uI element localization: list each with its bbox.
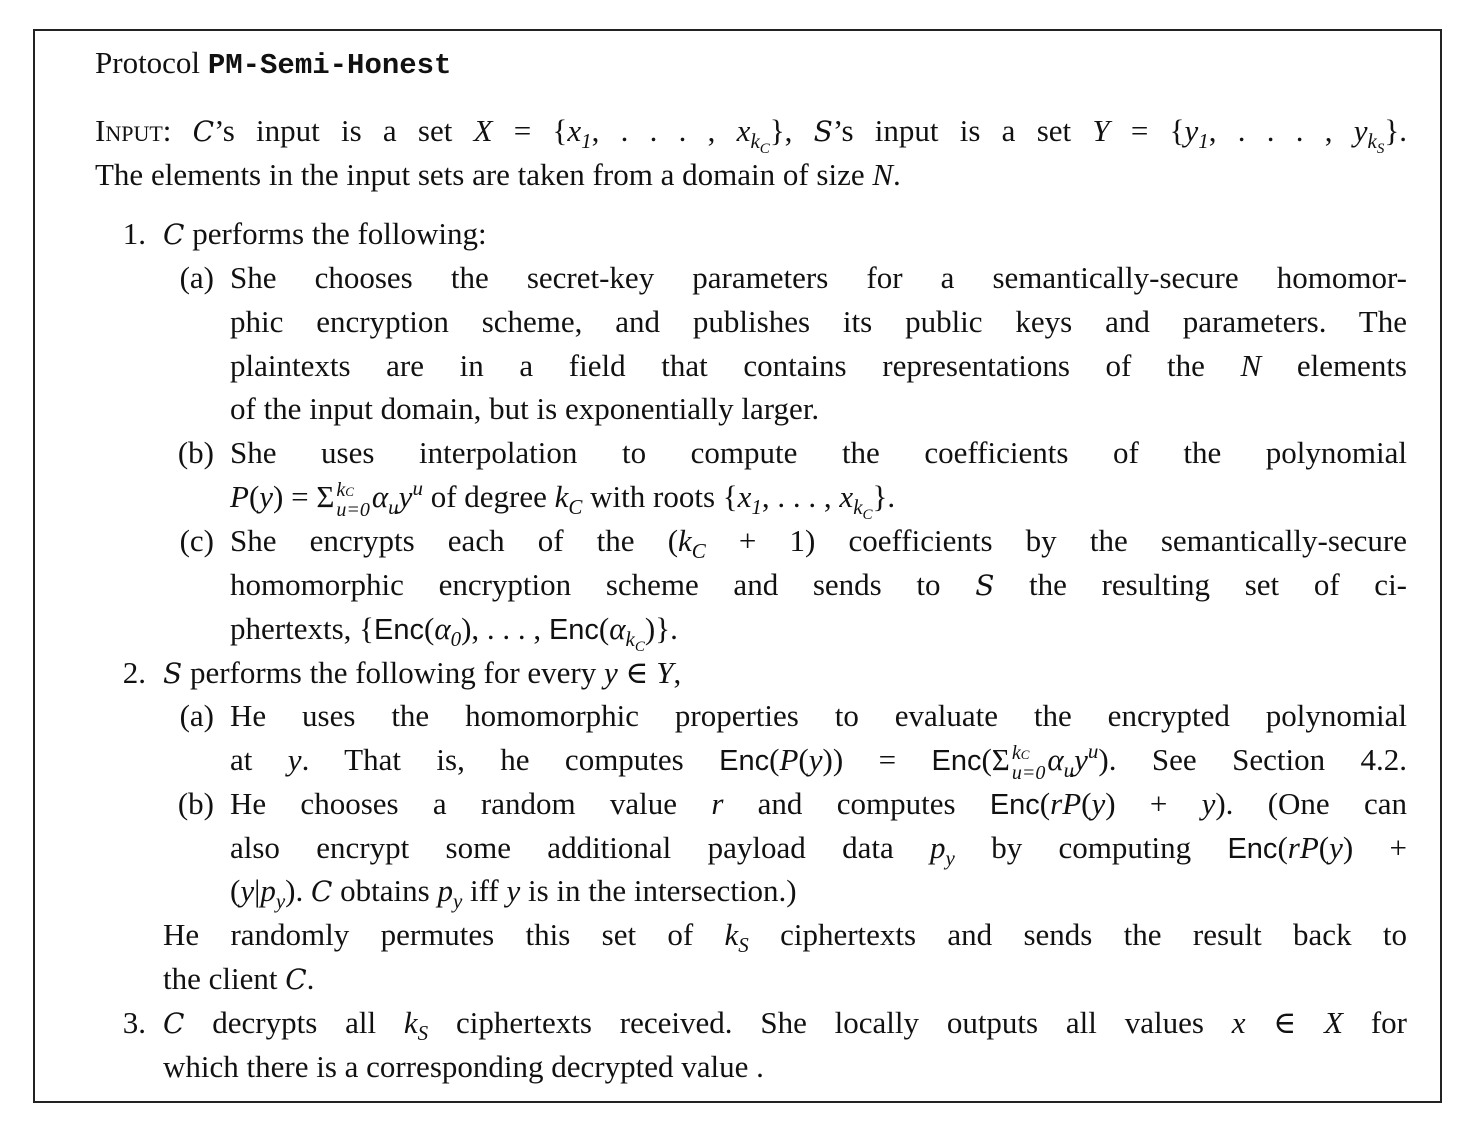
math-var: y bbox=[1184, 113, 1199, 148]
text: , bbox=[673, 655, 682, 690]
math-var: α bbox=[609, 611, 626, 646]
text: of the input domain, but is exponentially larger. bbox=[230, 391, 820, 426]
text-line bbox=[230, 782, 1407, 826]
math-var: x bbox=[839, 479, 854, 514]
text: }. bbox=[1384, 113, 1407, 148]
text: which there is a corresponding decrypted value . bbox=[163, 1049, 764, 1084]
text-line bbox=[230, 475, 896, 523]
math-var: p bbox=[437, 873, 453, 908]
list-label: 3. bbox=[122, 1005, 146, 1040]
text-line bbox=[230, 563, 1407, 607]
text: ). bbox=[285, 873, 311, 908]
sub-subscript: C bbox=[759, 141, 770, 157]
list-label: 2. bbox=[122, 655, 146, 690]
text: of degree bbox=[422, 479, 555, 514]
sub-subscript: C bbox=[862, 507, 873, 523]
text-line bbox=[163, 913, 1407, 957]
math-var: k bbox=[678, 523, 692, 558]
small-caps-text: Input bbox=[95, 113, 163, 148]
text: ). See Section 4.2. bbox=[1098, 742, 1407, 777]
subscript: S bbox=[738, 933, 749, 957]
sub-subscript: S bbox=[1376, 141, 1385, 157]
text: : bbox=[162, 113, 193, 148]
superscript: u bbox=[412, 476, 423, 500]
enc-function: Enc bbox=[931, 745, 982, 777]
text: = { bbox=[1109, 113, 1185, 148]
text-line bbox=[230, 519, 1407, 563]
math-var: Y bbox=[656, 655, 674, 690]
text: ( bbox=[1081, 786, 1092, 821]
text: the client bbox=[163, 961, 286, 996]
math-var: x bbox=[1231, 1005, 1246, 1040]
math-var: Y bbox=[1092, 113, 1110, 148]
subscript: k bbox=[750, 129, 760, 153]
math-set-name: C bbox=[310, 875, 333, 908]
text-line bbox=[230, 738, 1407, 782]
text-line bbox=[230, 694, 1407, 738]
enc-function: Enc bbox=[989, 789, 1040, 821]
text: ), . . . , bbox=[461, 611, 549, 646]
subscript: y bbox=[275, 889, 286, 913]
text: ) + bbox=[1105, 786, 1202, 821]
protocol-title bbox=[95, 41, 451, 85]
math-var: α bbox=[1047, 742, 1064, 777]
text: ) = Σ bbox=[273, 479, 335, 514]
math-var: y bbox=[1091, 786, 1106, 821]
text: iff bbox=[462, 873, 507, 908]
text: | bbox=[254, 873, 261, 908]
list-label: (a) bbox=[179, 260, 214, 295]
math-var: rP bbox=[1050, 786, 1082, 821]
math-var: k bbox=[554, 479, 569, 514]
text-line bbox=[163, 957, 314, 1001]
text: performs the following for every bbox=[182, 655, 605, 690]
text: She encrypts each of the ( bbox=[230, 523, 679, 558]
text: with roots { bbox=[582, 479, 738, 514]
subscript: 1 bbox=[751, 495, 762, 519]
text: ( bbox=[424, 611, 435, 646]
subscript: 1 bbox=[581, 129, 592, 153]
text: + 1) coefficients by the semantically-secure bbox=[705, 523, 1407, 558]
text-line bbox=[163, 651, 681, 695]
text: at bbox=[230, 742, 288, 777]
text: )) = bbox=[822, 742, 932, 777]
subscript: C bbox=[691, 539, 706, 563]
subscript: k bbox=[853, 495, 863, 519]
superscript: u bbox=[1087, 739, 1099, 763]
math-var: y bbox=[1201, 786, 1216, 821]
math-set-name: S bbox=[813, 115, 833, 148]
math-set-name: C bbox=[285, 963, 307, 996]
math-var: x bbox=[736, 113, 751, 148]
text-line bbox=[230, 826, 1407, 870]
math-var: α bbox=[371, 479, 389, 514]
sum-limits bbox=[336, 478, 370, 521]
text: ciphertexts and sends the result back to bbox=[748, 917, 1407, 952]
math-set-name: C bbox=[163, 1007, 185, 1040]
text: . That is, he computes bbox=[301, 742, 720, 777]
text: performs the following: bbox=[184, 216, 487, 251]
text: ( bbox=[1039, 786, 1051, 821]
list-label: (b) bbox=[177, 786, 214, 821]
math-var: y bbox=[240, 873, 255, 908]
text: ∈ bbox=[1245, 1005, 1325, 1040]
text: ) + bbox=[1342, 830, 1407, 865]
text: She uses interpolation to compute the coefficients of the polynomial bbox=[230, 435, 1407, 470]
text: homomorphic encryption scheme and sends to bbox=[230, 567, 976, 602]
text: , . . . , bbox=[761, 479, 840, 514]
sum-lower-limit: u=0 bbox=[1011, 761, 1046, 784]
math-var: y bbox=[398, 479, 413, 514]
sum-upper-limit: kC bbox=[1011, 741, 1030, 764]
text: elements bbox=[1261, 348, 1407, 383]
text: ∈ bbox=[617, 655, 657, 690]
text: the resulting set of ci- bbox=[994, 567, 1408, 602]
text: }, bbox=[769, 113, 814, 148]
text: . bbox=[893, 157, 901, 192]
subscript: y bbox=[945, 846, 955, 870]
text: ’s input is a set bbox=[214, 113, 474, 148]
text: plaintexts are in a field that contains representations of the bbox=[230, 348, 1241, 383]
protocol-name: PM-Semi-Honest bbox=[207, 49, 452, 82]
enc-function: Enc bbox=[374, 614, 424, 646]
enc-function: Enc bbox=[548, 614, 599, 646]
list-label: 1. bbox=[122, 216, 146, 251]
text-line bbox=[163, 1001, 1407, 1045]
text: , . . . , bbox=[591, 113, 737, 148]
text-line bbox=[230, 431, 1407, 475]
text: (Σ bbox=[981, 742, 1010, 777]
text: ). (One can bbox=[1215, 786, 1407, 821]
enc-function: Enc bbox=[1227, 833, 1278, 865]
list-label: (c) bbox=[179, 523, 214, 558]
math-set-name: S bbox=[163, 657, 183, 690]
math-var: X bbox=[1324, 1005, 1344, 1040]
text: by computing bbox=[954, 830, 1228, 865]
math-var: y bbox=[808, 742, 823, 777]
math-set-name: C bbox=[163, 218, 185, 251]
math-var: k bbox=[724, 917, 739, 952]
math-var: α bbox=[434, 611, 451, 646]
math-var: y bbox=[1074, 742, 1088, 777]
subscript: y bbox=[452, 889, 463, 913]
math-var: y bbox=[1329, 830, 1343, 865]
text: He chooses a random value bbox=[230, 786, 712, 821]
subscript: u bbox=[388, 495, 399, 519]
math-set-name: S bbox=[975, 569, 995, 602]
subscript: u bbox=[1063, 758, 1075, 782]
math-var: N bbox=[1240, 348, 1262, 383]
text: Protocol bbox=[95, 45, 208, 80]
text: ( bbox=[798, 742, 809, 777]
text: , . . . , bbox=[1208, 113, 1354, 148]
math-var: r bbox=[711, 786, 724, 821]
text-line bbox=[230, 300, 1407, 344]
text: ( bbox=[230, 873, 241, 908]
text: ( bbox=[1277, 830, 1288, 865]
text-line bbox=[230, 869, 797, 913]
text: She chooses the secret-key parameters for a semantically-secure homomor- bbox=[230, 260, 1407, 295]
math-set-name: C bbox=[192, 115, 215, 148]
text: The elements in the input sets are taken from a domain of size bbox=[95, 157, 873, 192]
math-var: p bbox=[930, 830, 946, 865]
sum-limits bbox=[1011, 741, 1046, 784]
text: obtains bbox=[332, 873, 438, 908]
list-label: (b) bbox=[177, 435, 214, 470]
text: also encrypt some additional payload data bbox=[230, 830, 931, 865]
enc-function: Enc bbox=[719, 745, 770, 777]
math-var: P bbox=[230, 479, 249, 514]
subscript: 0 bbox=[450, 627, 462, 651]
text: ( bbox=[769, 742, 780, 777]
math-var: N bbox=[872, 157, 894, 192]
text: )}. bbox=[644, 611, 678, 646]
math-var: rP bbox=[1287, 830, 1319, 865]
math-var: y bbox=[506, 873, 521, 908]
text: is in the intersection.) bbox=[520, 873, 797, 908]
math-var: y bbox=[1353, 113, 1368, 148]
text-line bbox=[163, 212, 487, 256]
subscript: S bbox=[417, 1021, 429, 1045]
text: He randomly permutes this set of bbox=[163, 917, 725, 952]
text: ( bbox=[248, 479, 260, 514]
sum-lower-limit: u=0 bbox=[336, 498, 370, 521]
text: decrypts all bbox=[184, 1005, 404, 1040]
text: phic encryption scheme, and publishes its public keys and parameters. The bbox=[230, 304, 1407, 339]
math-var: y bbox=[604, 655, 618, 690]
sum-upper-limit: kC bbox=[336, 478, 354, 501]
text: ’s input is a set bbox=[832, 113, 1093, 148]
text: ciphertexts received. She locally outputs all values bbox=[428, 1005, 1232, 1040]
text: ( bbox=[598, 611, 610, 646]
text-line bbox=[230, 256, 1407, 300]
subscript: C bbox=[568, 495, 583, 519]
text-line bbox=[230, 387, 819, 431]
text: }. bbox=[872, 479, 896, 514]
math-var: X bbox=[473, 113, 493, 148]
text: . bbox=[306, 961, 315, 996]
text: ( bbox=[1318, 830, 1330, 865]
sub-subscript: C bbox=[634, 639, 645, 655]
text-line bbox=[95, 109, 1407, 157]
text-line bbox=[95, 153, 901, 197]
text-line bbox=[230, 607, 678, 655]
text-line bbox=[230, 344, 1407, 388]
math-var: P bbox=[779, 742, 799, 777]
list-label: (a) bbox=[179, 698, 214, 733]
math-var: x bbox=[567, 113, 582, 148]
text: and computes bbox=[723, 786, 990, 821]
text: He uses the homomorphic properties to evaluate the encrypted polynomial bbox=[230, 698, 1407, 733]
subscript: k bbox=[625, 627, 635, 651]
subscript: k bbox=[1367, 129, 1377, 153]
text: for bbox=[1343, 1005, 1407, 1040]
math-var: p bbox=[260, 873, 276, 908]
math-var: y bbox=[287, 742, 302, 777]
text-line bbox=[163, 1045, 764, 1089]
text: phertexts, { bbox=[230, 611, 375, 646]
math-var: k bbox=[403, 1005, 418, 1040]
math-var: x bbox=[737, 479, 752, 514]
text: = { bbox=[492, 113, 568, 148]
math-var: y bbox=[259, 479, 274, 514]
subscript: 1 bbox=[1198, 129, 1209, 153]
